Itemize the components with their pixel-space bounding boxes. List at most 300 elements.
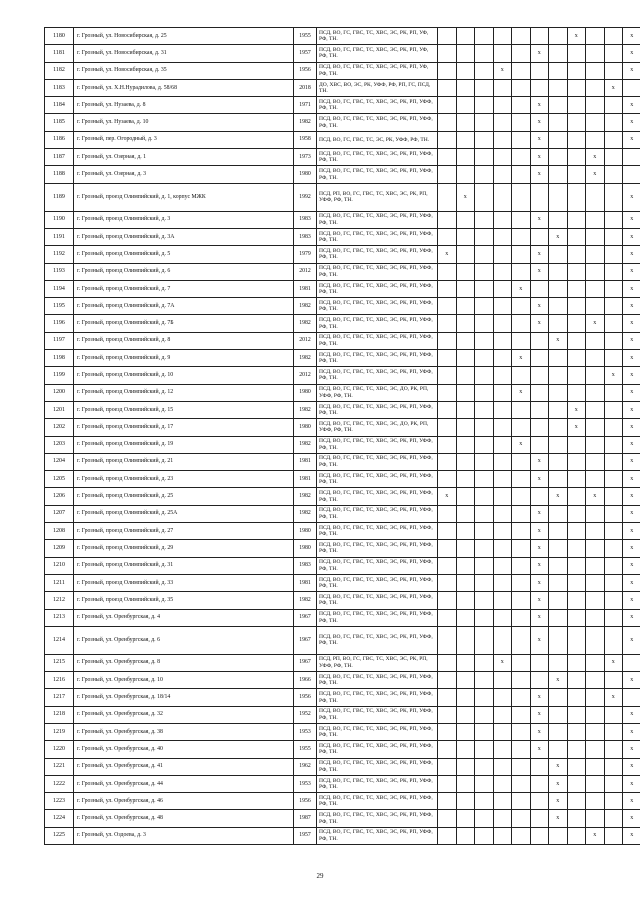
table-row	[45, 523, 640, 540]
mark-cell	[456, 523, 475, 540]
mark-cell	[549, 523, 568, 540]
row-number-cell: 1215	[45, 654, 74, 671]
address-cell: г. Грозный, ул. Оздоева, д. 3	[74, 827, 294, 844]
mark-cell	[493, 350, 512, 367]
mark-cell	[567, 557, 586, 574]
row-number-cell: 1195	[45, 298, 74, 315]
table-row	[45, 166, 640, 183]
mark-cell	[512, 79, 531, 96]
mark-cell	[567, 97, 586, 114]
address-cell: г. Грозный, ул. Озерная, д. 1	[74, 149, 294, 166]
mark-cell: x	[623, 315, 640, 332]
mark-cell	[586, 609, 605, 626]
mark-cell	[549, 574, 568, 591]
table-row	[45, 350, 640, 367]
mark-cell	[438, 626, 457, 654]
mark-cell	[512, 166, 531, 183]
address-cell: г. Грозный, проезд Олимпийский, д. 3	[74, 211, 294, 228]
mark-cell	[475, 723, 494, 740]
year-built-cell: 1956	[294, 62, 317, 79]
mark-cell	[493, 723, 512, 740]
mark-cell: x	[530, 166, 549, 183]
address-cell: г. Грозный, ул. Оренбургская, д. 48	[74, 810, 294, 827]
mark-cell	[623, 79, 640, 96]
mark-cell	[549, 97, 568, 114]
mark-cell	[604, 672, 623, 689]
mark-cell	[456, 384, 475, 401]
mark-cell: x	[530, 211, 549, 228]
mark-cell	[438, 97, 457, 114]
mark-cell	[549, 723, 568, 740]
mark-cell	[567, 315, 586, 332]
registry-table-body	[45, 28, 640, 845]
table-row	[45, 793, 640, 810]
mark-cell	[604, 62, 623, 79]
mark-cell	[438, 775, 457, 792]
building-systems-cell: ПСД, ВО, ГС, ГВС, ТС, ХВС, ЭС, РК, РП, УФФ, РФ, ТН.	[317, 211, 438, 228]
mark-cell	[493, 672, 512, 689]
row-number-cell: 1186	[45, 131, 74, 148]
table-row	[45, 557, 640, 574]
table-row	[45, 45, 640, 62]
mark-cell	[604, 263, 623, 280]
mark-cell: x	[586, 149, 605, 166]
address-cell: г. Грозный, проезд Олимпийский, д. 33	[74, 574, 294, 591]
mark-cell	[475, 741, 494, 758]
mark-cell	[567, 689, 586, 706]
mark-cell	[549, 62, 568, 79]
mark-cell: x	[512, 436, 531, 453]
mark-cell: x	[549, 758, 568, 775]
mark-cell	[475, 263, 494, 280]
mark-cell	[438, 280, 457, 297]
table-row	[45, 609, 640, 626]
building-systems-cell: ПСД, ВО, ГС, ГВС, ТС, ХВС, ЭС, РК, РП, УФФ, РФ, ТН.	[317, 332, 438, 349]
year-built-cell: 2012	[294, 263, 317, 280]
year-built-cell: 1967	[294, 609, 317, 626]
year-built-cell: 1982	[294, 436, 317, 453]
address-cell: г. Грозный, проезд Олимпийский, д. 8	[74, 332, 294, 349]
table-row	[45, 97, 640, 114]
mark-cell: x	[623, 419, 640, 436]
row-number-cell: 1190	[45, 211, 74, 228]
mark-cell	[604, 574, 623, 591]
mark-cell	[438, 505, 457, 522]
table-row	[45, 471, 640, 488]
mark-cell	[604, 741, 623, 758]
mark-cell	[512, 672, 531, 689]
mark-cell	[456, 827, 475, 844]
address-cell: г. Грозный, проезд Олимпийский, д. 17	[74, 419, 294, 436]
mark-cell	[567, 592, 586, 609]
mark-cell	[512, 131, 531, 148]
mark-cell: x	[512, 350, 531, 367]
mark-cell	[586, 298, 605, 315]
mark-cell	[604, 505, 623, 522]
mark-cell: x	[530, 114, 549, 131]
row-number-cell: 1217	[45, 689, 74, 706]
mark-cell	[604, 183, 623, 211]
mark-cell	[567, 114, 586, 131]
mark-cell	[512, 505, 531, 522]
building-systems-cell: ПСД, РП, ВО, ГС, ГВС, ТС, ХВС, ЭС, РК, РП, УФФ, РФ, ТН.	[317, 654, 438, 671]
mark-cell	[530, 332, 549, 349]
building-systems-cell: ПСД, ВО, ГС, ГВС, ТС, ХВС, ЭС, РК, РП, УФФ, РФ, ТН.	[317, 488, 438, 505]
table-row	[45, 246, 640, 263]
mark-cell: x	[623, 280, 640, 297]
row-number-cell: 1199	[45, 367, 74, 384]
address-cell: г. Грозный, проезд Олимпийский, д. 5	[74, 246, 294, 263]
building-systems-cell: ПСД, ВО, ГС, ГВС, ТС, ХВС, ЭС, РК, РП, УФФ, РФ, ТН.	[317, 367, 438, 384]
mark-cell	[512, 97, 531, 114]
mark-cell	[567, 45, 586, 62]
mark-cell	[438, 540, 457, 557]
mark-cell: x	[530, 298, 549, 315]
row-number-cell: 1184	[45, 97, 74, 114]
mark-cell: x	[567, 401, 586, 418]
mark-cell	[623, 689, 640, 706]
year-built-cell: 1982	[294, 505, 317, 522]
mark-cell: x	[623, 626, 640, 654]
mark-cell: x	[530, 592, 549, 609]
mark-cell	[512, 28, 531, 45]
mark-cell	[456, 758, 475, 775]
row-number-cell: 1182	[45, 62, 74, 79]
mark-cell	[586, 723, 605, 740]
table-row	[45, 758, 640, 775]
address-cell: г. Грозный, ул. Оренбургская, д. 40	[74, 741, 294, 758]
address-cell: г. Грозный, ул. Новосибирская, д. 35	[74, 62, 294, 79]
address-cell: г. Грозный, ул. Оренбургская, д. 18/14	[74, 689, 294, 706]
mark-cell	[586, 79, 605, 96]
mark-cell	[475, 315, 494, 332]
mark-cell	[438, 45, 457, 62]
mark-cell: x	[623, 401, 640, 418]
mark-cell: x	[623, 246, 640, 263]
mark-cell	[549, 689, 568, 706]
mark-cell	[512, 315, 531, 332]
mark-cell	[586, 810, 605, 827]
mark-cell	[604, 827, 623, 844]
mark-cell	[493, 263, 512, 280]
mark-cell	[493, 131, 512, 148]
year-built-cell: 1980	[294, 419, 317, 436]
mark-cell: x	[623, 183, 640, 211]
row-number-cell: 1220	[45, 741, 74, 758]
mark-cell	[475, 574, 494, 591]
year-built-cell: 1982	[294, 315, 317, 332]
row-number-cell: 1203	[45, 436, 74, 453]
mark-cell	[549, 436, 568, 453]
table-row	[45, 592, 640, 609]
mark-cell	[438, 793, 457, 810]
building-systems-cell: ПСД, ВО, ГС, ГВС, ТС, ЭС, РК, УФФ, РФ, ТН.	[317, 131, 438, 148]
building-systems-cell: ПСД, ВО, ГС, ГВС, ТС, ХВС, ЭС, РК, РП, УФ, РФ, ТН.	[317, 45, 438, 62]
mark-cell	[493, 453, 512, 470]
mark-cell	[493, 810, 512, 827]
mark-cell	[549, 211, 568, 228]
address-cell: г. Грозный, проезд Олимпийский, д. 7А	[74, 298, 294, 315]
mark-cell	[512, 793, 531, 810]
mark-cell	[475, 827, 494, 844]
mark-cell: x	[549, 672, 568, 689]
year-built-cell: 1983	[294, 228, 317, 245]
mark-cell	[512, 775, 531, 792]
mark-cell: x	[623, 488, 640, 505]
mark-cell	[493, 540, 512, 557]
mark-cell	[530, 488, 549, 505]
row-number-cell: 1219	[45, 723, 74, 740]
mark-cell	[586, 471, 605, 488]
mark-cell	[456, 540, 475, 557]
mark-cell	[475, 28, 494, 45]
mark-cell	[549, 505, 568, 522]
mark-cell	[475, 654, 494, 671]
mark-cell	[456, 280, 475, 297]
mark-cell	[456, 401, 475, 418]
mark-cell	[456, 79, 475, 96]
mark-cell	[549, 350, 568, 367]
mark-cell	[438, 471, 457, 488]
mark-cell	[438, 28, 457, 45]
address-cell: г. Грозный, ул. Оренбургская, д. 46	[74, 793, 294, 810]
mark-cell	[456, 775, 475, 792]
mark-cell	[512, 574, 531, 591]
year-built-cell: 2012	[294, 367, 317, 384]
mark-cell	[549, 367, 568, 384]
row-number-cell: 1223	[45, 793, 74, 810]
mark-cell: x	[623, 723, 640, 740]
mark-cell	[493, 505, 512, 522]
building-systems-cell: ПСД, ВО, ГС, ГВС, ТС, ХВС, ЭС, РК, РП, УФФ, РФ, ТН.	[317, 706, 438, 723]
address-cell: г. Грозный, проезд Олимпийский, д. 23	[74, 471, 294, 488]
mark-cell	[567, 488, 586, 505]
mark-cell: x	[623, 131, 640, 148]
year-built-cell: 1982	[294, 401, 317, 418]
mark-cell	[475, 166, 494, 183]
mark-cell: x	[623, 471, 640, 488]
year-built-cell: 1967	[294, 626, 317, 654]
row-number-cell: 1205	[45, 471, 74, 488]
mark-cell	[438, 672, 457, 689]
mark-cell	[456, 419, 475, 436]
mark-cell: x	[530, 706, 549, 723]
mark-cell	[512, 540, 531, 557]
mark-cell	[493, 775, 512, 792]
mark-cell: x	[623, 540, 640, 557]
address-cell: г. Грозный, проезд Олимпийский, д. 25	[74, 488, 294, 505]
mark-cell	[530, 827, 549, 844]
table-row	[45, 810, 640, 827]
mark-cell: x	[549, 810, 568, 827]
mark-cell	[586, 540, 605, 557]
building-systems-cell: ПСД, ВО, ГС, ГВС, ТС, ХВС, ЭС, РК, РП, УФ, РФ, ТН.	[317, 28, 438, 45]
mark-cell	[512, 367, 531, 384]
mark-cell	[456, 97, 475, 114]
mark-cell	[456, 810, 475, 827]
mark-cell	[438, 332, 457, 349]
row-number-cell: 1194	[45, 280, 74, 297]
mark-cell	[530, 367, 549, 384]
mark-cell: x	[530, 689, 549, 706]
mark-cell	[475, 706, 494, 723]
mark-cell: x	[512, 280, 531, 297]
year-built-cell: 1956	[294, 793, 317, 810]
year-built-cell: 1980	[294, 384, 317, 401]
mark-cell	[438, 706, 457, 723]
mark-cell	[512, 183, 531, 211]
mark-cell	[493, 557, 512, 574]
mark-cell	[512, 626, 531, 654]
table-row	[45, 654, 640, 671]
row-number-cell: 1216	[45, 672, 74, 689]
address-cell: г. Грозный, проезд Олимпийский, д. 9	[74, 350, 294, 367]
mark-cell	[604, 758, 623, 775]
mark-cell	[493, 827, 512, 844]
table-row	[45, 79, 640, 96]
building-systems-cell: ПСД, ВО, ГС, ГВС, ТС, ХВС, ЭС, РК, РП, УФФ, РФ, ТН.	[317, 775, 438, 792]
mark-cell	[493, 114, 512, 131]
building-systems-cell: ПСД, ВО, ГС, ГВС, ТС, ХВС, ЭС, РК, РП, УФФ, РФ, ТН.	[317, 557, 438, 574]
mark-cell	[456, 471, 475, 488]
mark-cell	[475, 758, 494, 775]
table-row	[45, 540, 640, 557]
mark-cell	[438, 131, 457, 148]
mark-cell	[438, 419, 457, 436]
building-systems-cell: ПСД, ВО, ГС, ГВС, ТС, ХВС, ЭС, РК, РП, УФФ, РФ, ТН.	[317, 626, 438, 654]
mark-cell	[586, 45, 605, 62]
mark-cell	[530, 384, 549, 401]
table-row	[45, 723, 640, 740]
address-cell: г. Грозный, проезд Олимпийский, д. 7	[74, 280, 294, 297]
mark-cell	[586, 654, 605, 671]
building-systems-cell: ДО, ХВС, ВО, ЭС, РК, УФФ, РФ, РП, ГС, ПСД, ТН.	[317, 79, 438, 96]
mark-cell	[604, 626, 623, 654]
mark-cell	[604, 28, 623, 45]
mark-cell	[456, 315, 475, 332]
building-systems-cell: ПСД, ВО, ГС, ГВС, ТС, ХВС, ЭС, РК, РП, УФФ, РФ, ТН.	[317, 505, 438, 522]
table-row	[45, 280, 640, 297]
year-built-cell: 1982	[294, 298, 317, 315]
year-built-cell: 1956	[294, 689, 317, 706]
mark-cell	[512, 557, 531, 574]
mark-cell	[438, 654, 457, 671]
mark-cell: x	[530, 246, 549, 263]
table-row	[45, 332, 640, 349]
row-number-cell: 1204	[45, 453, 74, 470]
mark-cell	[475, 97, 494, 114]
mark-cell	[549, 263, 568, 280]
mark-cell	[512, 706, 531, 723]
row-number-cell: 1208	[45, 523, 74, 540]
address-cell: г. Грозный, ул. Оренбургская, д. 10	[74, 672, 294, 689]
mark-cell	[438, 350, 457, 367]
address-cell: г. Грозный, ул. Оренбургская, д. 32	[74, 706, 294, 723]
building-systems-cell: ПСД, ВО, ГС, ГВС, ТС, ХВС, ЭС, РК, РП, УФФ, РФ, ТН.	[317, 574, 438, 591]
mark-cell	[512, 228, 531, 245]
row-number-cell: 1206	[45, 488, 74, 505]
mark-cell	[512, 298, 531, 315]
table-row	[45, 367, 640, 384]
mark-cell	[475, 114, 494, 131]
mark-cell	[586, 114, 605, 131]
table-row	[45, 28, 640, 45]
building-systems-cell: ПСД, ВО, ГС, ГВС, ТС, ХВС, ЭС, ДО, РК, РП, УФФ, РФ, ТН.	[317, 419, 438, 436]
row-number-cell: 1213	[45, 609, 74, 626]
building-systems-cell: ПСД, ВО, ГС, ГВС, ТС, ХВС, ЭС, РК, РП, УФФ, РФ, ТН.	[317, 609, 438, 626]
mark-cell	[586, 228, 605, 245]
mark-cell	[586, 626, 605, 654]
mark-cell	[475, 332, 494, 349]
mark-cell	[493, 488, 512, 505]
mark-cell	[586, 775, 605, 792]
mark-cell	[530, 672, 549, 689]
mark-cell	[438, 827, 457, 844]
mark-cell	[475, 471, 494, 488]
mark-cell	[530, 280, 549, 297]
mark-cell	[530, 810, 549, 827]
mark-cell: x	[623, 28, 640, 45]
mark-cell	[586, 793, 605, 810]
table-row	[45, 706, 640, 723]
mark-cell: x	[623, 505, 640, 522]
mark-cell	[512, 592, 531, 609]
mark-cell: x	[586, 488, 605, 505]
mark-cell	[456, 436, 475, 453]
row-number-cell: 1212	[45, 592, 74, 609]
table-row	[45, 384, 640, 401]
mark-cell: x	[623, 574, 640, 591]
mark-cell	[604, 401, 623, 418]
mark-cell	[512, 332, 531, 349]
mark-cell	[475, 228, 494, 245]
mark-cell: x	[623, 592, 640, 609]
mark-cell	[549, 471, 568, 488]
mark-cell	[549, 609, 568, 626]
address-cell: г. Грозный, ул. Оренбургская, д. 6	[74, 626, 294, 654]
mark-cell	[586, 367, 605, 384]
mark-cell	[512, 758, 531, 775]
mark-cell	[438, 211, 457, 228]
mark-cell	[586, 246, 605, 263]
mark-cell	[586, 62, 605, 79]
year-built-cell: 1980	[294, 166, 317, 183]
mark-cell	[475, 280, 494, 297]
mark-cell	[512, 401, 531, 418]
registry-sheet	[44, 27, 634, 845]
mark-cell	[604, 523, 623, 540]
table-row	[45, 436, 640, 453]
building-systems-cell: ПСД, ВО, ГС, ГВС, ТС, ХВС, ЭС, РК, РП, УФФ, РФ, ТН.	[317, 758, 438, 775]
mark-cell	[456, 263, 475, 280]
mark-cell	[475, 401, 494, 418]
year-built-cell: 1971	[294, 97, 317, 114]
mark-cell: x	[623, 97, 640, 114]
mark-cell	[456, 488, 475, 505]
mark-cell: x	[623, 263, 640, 280]
mark-cell	[438, 183, 457, 211]
mark-cell	[456, 211, 475, 228]
mark-cell	[512, 689, 531, 706]
building-systems-cell: ПСД, ВО, ГС, ГВС, ТС, ХВС, ЭС, РК, РП, УФФ, РФ, ТН.	[317, 471, 438, 488]
mark-cell	[475, 436, 494, 453]
mark-cell	[567, 211, 586, 228]
year-built-cell: 1982	[294, 592, 317, 609]
mark-cell	[475, 672, 494, 689]
mark-cell	[549, 183, 568, 211]
address-cell: г. Грозный, проезд Олимпийский, д. 15	[74, 401, 294, 418]
building-systems-cell: ПСД, ВО, ГС, ГВС, ТС, ХВС, ЭС, РК, РП, УФФ, РФ, ТН.	[317, 793, 438, 810]
